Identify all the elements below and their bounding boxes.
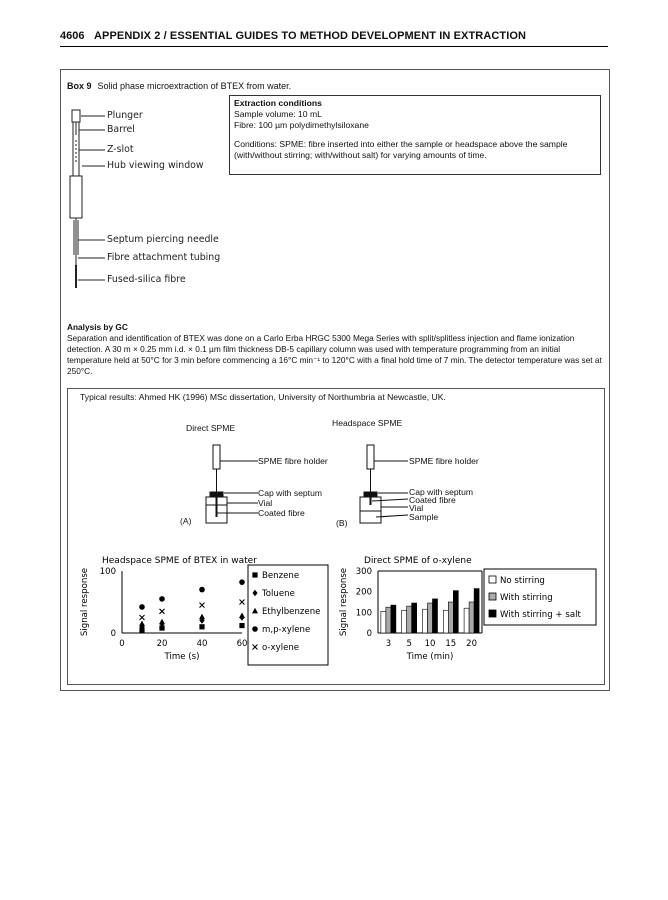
bar	[448, 602, 453, 633]
scatter-xtick: 60	[236, 639, 248, 649]
legend-swatch	[489, 576, 496, 583]
direct-label-vial: Vial	[258, 498, 273, 508]
headspace-label-cap: Cap with septum	[409, 487, 474, 497]
scatter-point	[199, 587, 205, 593]
scatter-point	[139, 621, 145, 627]
analysis-heading: Analysis by GC	[67, 322, 128, 332]
bar	[381, 611, 386, 633]
headspace-label-fibre: Coated fibre	[409, 495, 456, 505]
header-rule	[60, 46, 608, 47]
bar	[423, 609, 428, 633]
legend-marker	[252, 590, 257, 596]
bar	[391, 605, 396, 633]
scatter-xtick: 20	[156, 639, 168, 649]
scatter-point	[239, 612, 245, 618]
legend-marker	[252, 626, 258, 632]
legend-label: With stirring	[500, 593, 553, 603]
headspace-tag: (B)	[336, 518, 348, 528]
bar	[464, 608, 469, 633]
bar	[407, 606, 412, 633]
bar-ytick: 100	[355, 608, 372, 619]
legend-marker	[253, 645, 258, 650]
scatter-point	[160, 609, 165, 614]
scatter-xtick: 40	[196, 639, 208, 649]
label-barrel: Barrel	[107, 124, 135, 135]
direct-label-fibre: Coated fibre	[258, 508, 305, 518]
extraction-conditions-text: Conditions: SPME: fibre inserted into either the sample or headspace above the sample (with/without stirring; with/without salt) for varying amounts of time.	[234, 139, 568, 160]
bar-xtick: 10	[424, 639, 436, 649]
scatter-point	[239, 579, 245, 585]
spme-syringe-diagram	[61, 100, 221, 300]
hub	[70, 176, 82, 218]
legend-label: Toluene	[262, 589, 295, 599]
bar-ytick: 0	[366, 629, 372, 639]
scatter-point	[199, 624, 204, 629]
scatter-point	[199, 614, 205, 620]
results-panel	[67, 388, 605, 685]
label-hub-window: Hub viewing window	[107, 160, 204, 171]
bar	[474, 589, 479, 633]
scatter-xlabel: Time (s)	[164, 652, 200, 662]
scatter-point	[139, 604, 145, 610]
box-label: Box 9	[67, 81, 92, 91]
legend-marker	[252, 608, 258, 614]
scatter-point	[159, 596, 165, 602]
bar-ylabel: Signal response	[339, 567, 349, 637]
scatter-xtick: 0	[119, 639, 125, 649]
label-plunger: Plunger	[107, 110, 143, 121]
extraction-heading: Extraction conditions	[234, 98, 322, 108]
headspace-btex-chart	[72, 549, 332, 679]
legend-label: Benzene	[262, 571, 300, 581]
box-title: Solid phase microextraction of BTEX from water.	[97, 81, 292, 91]
legend-label: m,p-xylene	[262, 625, 311, 635]
label-fibre-tubing: Fibre attachment tubing	[107, 252, 221, 263]
bar-ytick: 200	[355, 587, 372, 598]
headspace-label-sample: Sample	[409, 512, 439, 522]
page-number: 4606	[60, 30, 85, 42]
direct-label-holder: SPME fibre holder	[258, 456, 328, 466]
headspace-spme-title: Headspace SPME	[332, 418, 403, 428]
analysis-text: Separation and identification of BTEX was done on a Carlo Erba HRGC 5300 Mega Series with split/splitless injection and flame ionization detection. A 30 m × 0.25 mm i.d. × 0.1 µm film thickness DB-5 capillary column was used with temperature programming from an initial temperature held at 50°C for 3 min before commencing a 16°C min⁻¹ to 120°C with a final hold time of 7 min. The detector temperature was set at 250°C.	[67, 333, 602, 376]
direct-spme-title: Direct SPME	[186, 423, 236, 433]
legend-swatch	[489, 593, 496, 600]
bar-xtick: 15	[445, 639, 457, 649]
header-title: APPENDIX 2 / ESSENTIAL GUIDES TO METHOD DEVELOPMENT IN EXTRACTION	[94, 30, 527, 42]
bar	[386, 607, 391, 633]
label-fused-silica: Fused-silica fibre	[107, 274, 186, 285]
bar	[469, 602, 474, 633]
direct-tag: (A)	[180, 516, 192, 526]
scatter-title: Headspace SPME of BTEX in water	[102, 556, 257, 566]
legend-label: No stirring	[500, 576, 545, 586]
bar	[428, 603, 433, 633]
bar	[412, 603, 417, 633]
scatter-point	[159, 619, 165, 625]
bar-xtick: 3	[385, 639, 392, 649]
label-septum-needle: Septum piercing needle	[107, 234, 219, 245]
plunger-head	[72, 110, 80, 122]
legend-marker	[252, 572, 257, 577]
results-caption: Typical results: Ahmed HK (1996) MSc dissertation, University of Northumbria at Newcastle, UK.	[80, 392, 446, 402]
headspace-label-vial: Vial	[409, 503, 424, 513]
legend-label: o-xylene	[262, 643, 300, 653]
analysis-section	[67, 322, 605, 377]
scatter-point	[240, 600, 245, 605]
direct-oxylene-chart	[338, 549, 600, 679]
scatter-point	[140, 615, 145, 620]
running-header	[60, 30, 608, 46]
bar-xtick: 20	[466, 639, 478, 649]
scatter-legend	[248, 565, 328, 665]
scatter-ylabel: Signal response	[80, 567, 90, 637]
scatter-point	[200, 603, 205, 608]
extraction-conditions-box	[229, 95, 601, 175]
legend-swatch	[489, 610, 496, 617]
sample-volume: Sample volume: 10 mL	[234, 109, 322, 119]
bar-xtick: 5	[406, 639, 412, 649]
legend-label: Ethylbenzene	[262, 607, 321, 617]
legend-label: With stirring + salt	[500, 610, 581, 620]
bar-legend	[484, 569, 596, 625]
box-9	[60, 69, 610, 691]
bar-ytick: 300	[355, 567, 372, 577]
headspace-label-holder: SPME fibre holder	[409, 456, 479, 466]
scatter-ytick: 0	[110, 629, 116, 639]
bar	[443, 610, 448, 633]
bar	[433, 599, 438, 633]
direct-label-cap: Cap with septum	[258, 488, 323, 498]
bar-title: Direct SPME of o-xylene	[364, 556, 472, 566]
bar	[402, 610, 407, 633]
bar	[453, 591, 458, 633]
label-z-slot: Z-slot	[107, 144, 134, 155]
scatter-point	[239, 623, 244, 628]
bar-xlabel: Time (min)	[406, 652, 454, 662]
fibre-type: Fibre: 100 µm polydimethylsiloxane	[234, 120, 369, 130]
box-caption	[67, 81, 291, 91]
scatter-ytick: 100	[99, 567, 116, 577]
